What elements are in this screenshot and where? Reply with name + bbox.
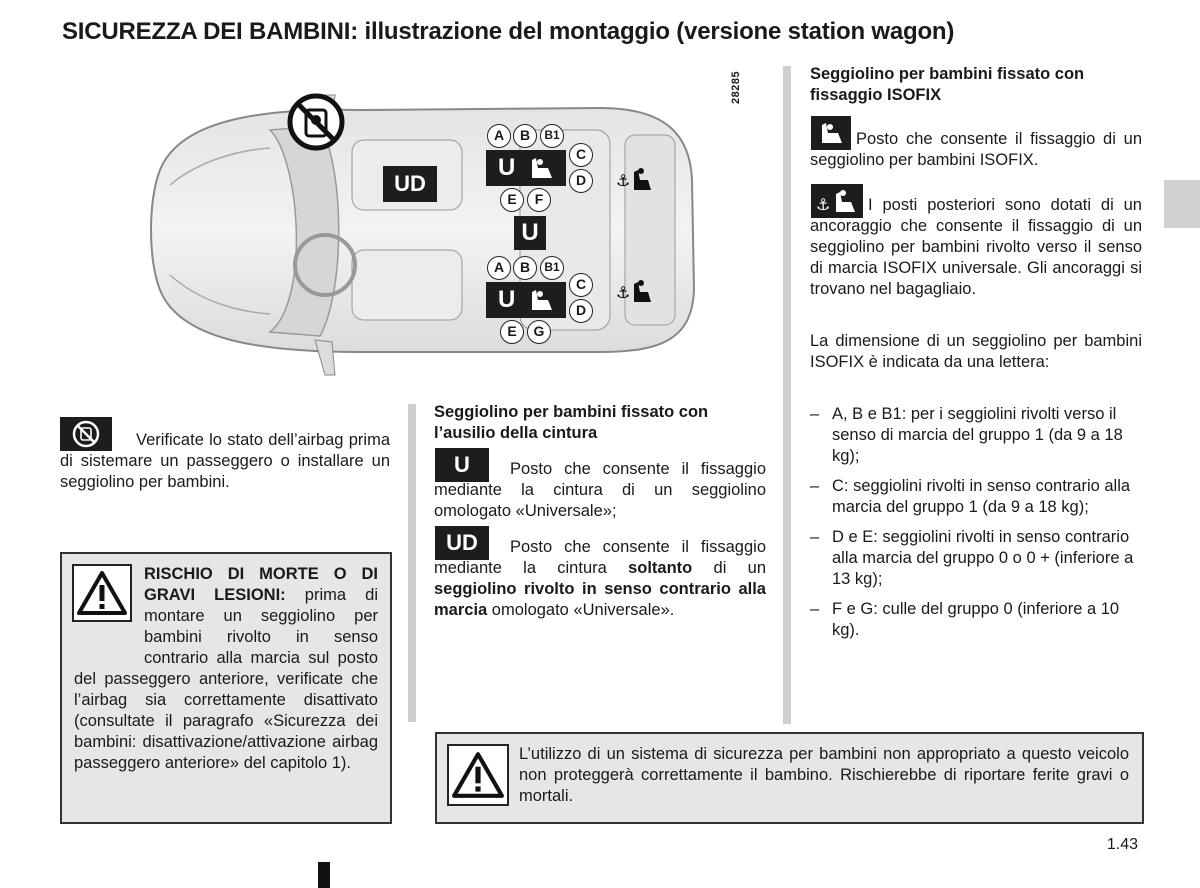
size-letter-b-bottom: B	[513, 256, 537, 280]
ud-desc-part1: Posto che consente il fissaggio mediante la cintura	[434, 538, 766, 577]
belt-section-heading: Seggiolino per bambini fissato con l’ausilio della cintura	[434, 403, 709, 442]
inappropriate-system-warning-box	[435, 732, 1144, 824]
isofix-size-intro: La dimensione di un seggiolino per bambini ISOFIX è indicata da una lettera:	[810, 332, 1142, 371]
death-risk-warning-box	[60, 552, 392, 824]
svg-text:⚓: ⚓	[616, 171, 631, 190]
size-letter-d-top: D	[569, 169, 593, 193]
page-edge-mark	[318, 862, 330, 888]
list-item	[810, 476, 1142, 518]
ud-seat-icon: UD	[435, 526, 489, 560]
size-letter-d-bottom: D	[569, 299, 593, 323]
size-letter-b-top: B	[513, 124, 537, 148]
size-letter-f: F	[527, 188, 551, 212]
warning-text	[74, 564, 378, 774]
u-isofix-seat-bottom	[486, 282, 566, 318]
size-letter-c-bottom: C	[569, 273, 593, 297]
bottom-warning-text: L’utilizzo di un sistema di sicurezza per bambini non appropriato a questo veicolo non proteggerà correttamente il bambino. Rischierebbe di riportare ferite gravi o mortali.	[519, 745, 1129, 805]
warning-heading: RISCHIO DI MORTE O DI GRAVI LESIONI:	[144, 565, 378, 604]
size-letter-a-top: A	[487, 124, 511, 148]
list-dash: –	[810, 528, 820, 546]
isofix-seat-description	[810, 129, 1142, 171]
size-letter-b1-bottom: B1	[540, 256, 564, 280]
isofix-anchor-icon	[614, 276, 654, 306]
column-divider-right	[783, 66, 791, 724]
column-divider-mid	[408, 404, 416, 722]
size-letter-e-bottom: E	[500, 320, 524, 344]
car-outline-drawing	[120, 90, 720, 390]
warning-body: prima di montare un seggiolino per bambini rivolto in senso contrario alla marcia sul posto del passeggero anteriore, verificate che l’airbag sia correttamente disattivato (consultate il paragrafo «Sicurezza dei bambini: disattivazione/attivazione airbag passeggero anteriore» del capitolo 1).	[74, 586, 378, 772]
size-letter-a-bottom: A	[487, 256, 511, 280]
u-isofix-seat-top	[486, 150, 566, 186]
svg-text:⚓: ⚓	[816, 195, 831, 214]
svg-text:⚓: ⚓	[616, 283, 631, 302]
list-item	[810, 599, 1142, 641]
chapter-tab-marker	[1164, 180, 1200, 228]
u-seat-top-label: U	[498, 154, 516, 181]
u-seat-description-text: Posto che consente il fissaggio mediante la cintura di un seggiolino omologato «Universale»;	[434, 460, 766, 520]
size-letter-e-top: E	[500, 188, 524, 212]
size-letter-b1-top: B1	[540, 124, 564, 148]
figure-reference-number: 28285	[730, 70, 742, 104]
list-item-text: C: seggiolini rivolti in senso contrario alla marcia del gruppo 1 (da 9 a 18 kg);	[832, 477, 1131, 516]
list-dash: –	[810, 600, 820, 618]
list-item-text: D e E: seggiolini rivolti in senso contrario alla marcia del gruppo 0 o 0 + (inferiore a 13 kg);	[832, 528, 1134, 588]
airbag-check-note-text: Verificate lo stato dell’airbag prima di sistemare un passeggero o installare un seggiolino per bambini.	[60, 431, 390, 491]
list-dash: –	[810, 405, 820, 423]
ud-desc-part2: di un	[692, 559, 766, 577]
airbag-prohibited-icon	[286, 92, 346, 152]
page-number: 1.43	[1106, 836, 1138, 853]
warning-triangle-frame	[447, 744, 509, 806]
ud-desc-bold1: soltanto	[628, 559, 693, 577]
ud-seat-description	[434, 537, 766, 621]
list-dash: –	[810, 477, 820, 495]
u-seat-bottom-label: U	[498, 286, 516, 313]
list-item	[810, 404, 1142, 467]
car-illustration	[120, 90, 720, 390]
list-item	[810, 527, 1142, 590]
u-seat-description	[434, 459, 766, 522]
ud-desc-bold2: seggiolino rivolto in senso contrario alla marcia	[434, 580, 766, 619]
list-item-text: F e G: culle del gruppo 0 (inferiore a 10 kg).	[832, 600, 1120, 639]
isofix-anchor-description-text: I posti posteriori sono dotati di un ancoraggio che consente il fissaggio di un seggiolino per bambini rivolto verso il senso di marcia ISOFIX universale. Gli ancoraggi si trovano nel bagagliaio.	[810, 196, 1142, 298]
warning-triangle-icon	[451, 751, 505, 799]
u-seat-icon: U	[435, 448, 489, 482]
u-seat-middle: U	[514, 216, 546, 250]
airbag-check-note	[60, 430, 390, 493]
isofix-size-list	[810, 404, 1142, 641]
isofix-seat-icon	[526, 154, 556, 193]
list-item-text: A, B e B1: per i seggiolini rivolti verso il senso di marcia del gruppo 1 (da 9 a 18 kg);	[832, 405, 1123, 465]
ud-seat-label: UD	[383, 166, 437, 202]
isofix-section-heading: Seggiolino per bambini fissato con fissaggio ISOFIX	[810, 65, 1085, 104]
size-letter-c-top: C	[569, 143, 593, 167]
ud-desc-part3: omologato «Universale».	[487, 601, 675, 619]
size-letter-g: G	[527, 320, 551, 344]
page-title: SICUREZZA DEI BAMBINI: illustrazione del montaggio (versione station wagon)	[62, 18, 955, 45]
isofix-seat-icon	[526, 286, 556, 325]
isofix-anchor-icon	[614, 164, 654, 194]
isofix-seat-description-text: Posto che consente il fissaggio di un seggiolino per bambini ISOFIX.	[810, 130, 1142, 169]
isofix-anchor-description	[810, 195, 1142, 300]
